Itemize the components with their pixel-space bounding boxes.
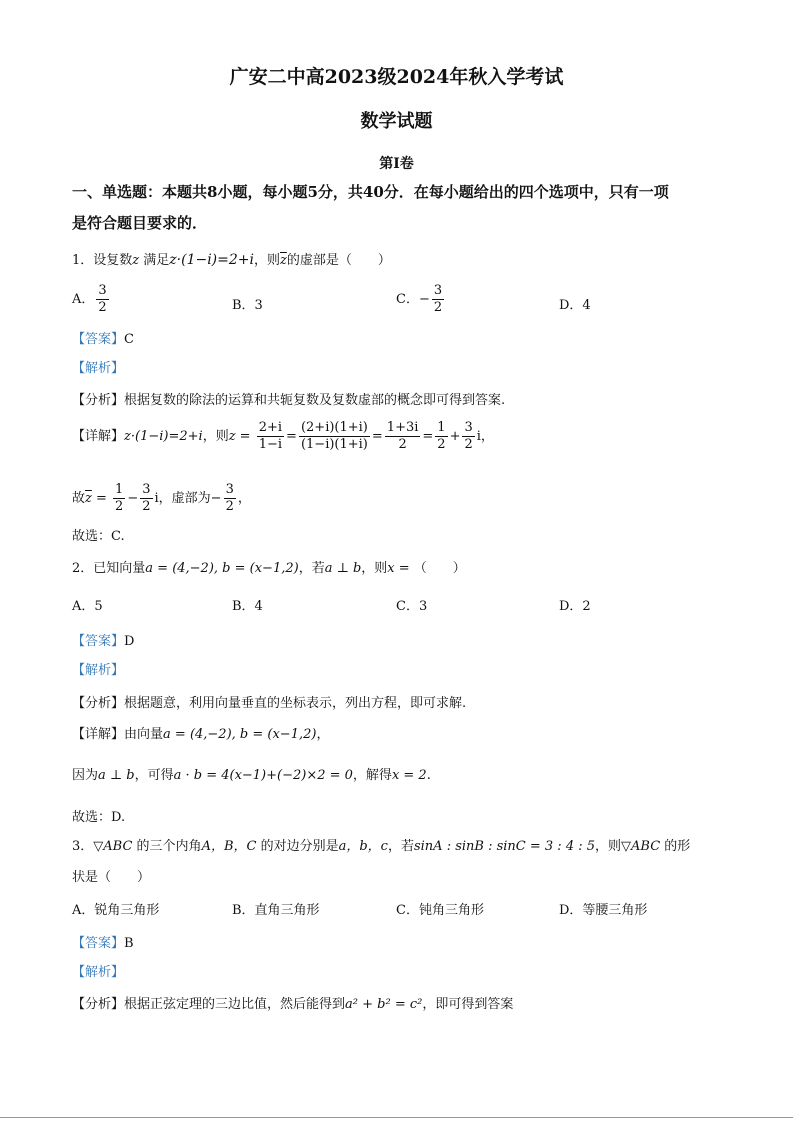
q1-stem-text-3: ，则 (254, 253, 281, 268)
q1-gu-text: 故 (72, 491, 86, 506)
q2-stem (72, 557, 466, 576)
q1-stem-text-4: 的虚部是（ ） (286, 253, 391, 268)
section-heading-line2: 是符合题目要求的． (72, 214, 208, 232)
fenxi-text-2: ，即可得到答案 (422, 997, 514, 1012)
q2-yinwei-text-2: ，可得 (134, 768, 174, 783)
frac-denominator: 2 (433, 300, 443, 315)
q1-gu-frac-1 (113, 482, 125, 515)
answer-value: C (124, 332, 134, 347)
q2-yinwei-text-3: ，解得 (352, 768, 392, 783)
q2-analysis-tag: 【解析】 (72, 663, 125, 678)
q1-frac-2 (299, 420, 370, 453)
q3-stem-text-4: ，若 (387, 839, 414, 854)
q1-frac-5 (462, 420, 474, 453)
q2-yinwei-eq: a · b = 4(x−1)+(−2)×2 = 0 (173, 768, 353, 783)
q1-gu-text-3: ， (237, 491, 251, 506)
q3-triangle-2: ▽ABC (621, 839, 661, 854)
q3-fenxi-eq: a² + b² = c² (345, 997, 423, 1012)
q3-sides: a，b，c (338, 839, 388, 854)
exam-title: 广安二中高2023级2024年秋入学考试 (229, 66, 564, 88)
q1-fenxi (72, 389, 505, 408)
q1-option-a-fraction (96, 283, 108, 316)
q1-xiangjie-tail: i， (476, 429, 494, 444)
fenxi-tag: 【分析】 (72, 997, 125, 1012)
answer-value: B (124, 936, 134, 951)
q2-stem-text-3: ，则 (361, 561, 388, 576)
frac-denominator: 2 (398, 437, 407, 452)
frac-numerator: 2+i (258, 420, 283, 435)
section-heading-line1: 一、单选题：本题共8小题，每小题5分，共40分．在每小题给出的四个选项中，只有一项 (72, 183, 669, 201)
q1-xiangjie: 【详解】z·(1−i)=2+i，则z = $\frac{2+i}{1-i}$ = $\frac{(2+i)(1+i)}{(1-i)(1+i)}$ = $\frac{1+3i}{2}$ = $\frac{1}{2}$ + $\frac{3}{2}$ i， (72, 420, 494, 452)
frac-numerator: 1+3i (386, 420, 419, 435)
frac-numerator: 1 (437, 420, 446, 435)
q1-option-d[interactable]: D．4 (559, 298, 591, 313)
q1-stem-text-2: 满足 (139, 253, 170, 268)
q1-frac-4 (435, 420, 447, 453)
q1-stem-text: 1．设复数 (72, 253, 133, 268)
q2-perp: a ⊥ b (324, 561, 362, 576)
q3-ratio: sinA : sinB : sinC = 3 : 4 : 5 (413, 839, 596, 854)
frac-denominator: 2 (225, 499, 234, 514)
q3-stem-text-5: ，则 (595, 839, 622, 854)
q1-var: z (132, 253, 140, 268)
q1-gu-minus: − (127, 491, 139, 506)
frac-numerator: 3 (433, 283, 443, 298)
q3-option-b[interactable]: B．直角三角形 (232, 903, 320, 918)
q1-choose: 故选：C. (72, 529, 125, 544)
fenxi-tag: 【分析】 (72, 393, 125, 408)
answer-tag: 【答案】 (72, 634, 125, 649)
q1-option-c[interactable] (396, 283, 446, 316)
volume-heading: 第Ⅰ卷 (379, 156, 414, 172)
frac-numerator: (2+i)(1+i) (300, 420, 368, 435)
q1-frac-3 (385, 420, 421, 453)
frac-numerator: 3 (225, 482, 234, 497)
q2-xiangjie (72, 723, 329, 742)
q1-stem (72, 249, 391, 268)
q2-choose: 故选：D. (72, 810, 126, 825)
fenxi-text: 根据题意，利用向量垂直的坐标表示，列出方程，即可求解. (124, 696, 467, 711)
q3-answer (72, 932, 134, 951)
q1-gu-frac-3 (224, 482, 236, 515)
frac-denominator: 1−i (258, 437, 283, 452)
answer-value: D (124, 634, 135, 649)
q2-answer (72, 630, 134, 649)
q2-option-d[interactable]: D．2 (559, 599, 591, 614)
q1-conjugate: $\overline{z}$ (280, 253, 287, 268)
q1-xiangjie-z: z = (228, 429, 251, 444)
frac-denominator: 2 (98, 300, 107, 315)
frac-denominator: 2 (464, 437, 473, 452)
q2-option-a[interactable]: A．5 (72, 599, 103, 614)
q1-xiangjie-eq: z·(1−i)=2+i (124, 429, 203, 444)
q3-stem-text-2: 的三个内角 (132, 839, 202, 854)
q1-option-a[interactable] (72, 283, 111, 316)
q1-option-b[interactable]: B．3 (232, 298, 263, 313)
answer-tag: 【答案】 (72, 936, 125, 951)
fenxi-tag: 【分析】 (72, 696, 125, 711)
xiangjie-tag: 【详解】 (72, 429, 125, 444)
q3-option-d[interactable]: D．等腰三角形 (559, 903, 648, 918)
q1-option-c-label: C．− (396, 292, 430, 307)
q3-stem-text: 3． (72, 839, 94, 854)
q2-stem-text-2: ，若 (298, 561, 325, 576)
fenxi-text: 根据正弦定理的三边比值，然后能得到 (124, 997, 346, 1012)
q3-stem-line2: 状是（ ） (72, 870, 151, 885)
q1-analysis-tag: 【解析】 (72, 361, 125, 376)
q2-x: x = (387, 561, 414, 576)
q3-angles: A，B，C (201, 839, 257, 854)
q2-xiangjie-text: 由向量 (124, 727, 164, 742)
exam-subtitle: 数学试题 (360, 111, 433, 132)
q2-xiangjie-text-2: ， (316, 727, 330, 742)
q2-stem-text: 2．已知向量 (72, 561, 146, 576)
q3-triangle: ▽ABC (93, 839, 133, 854)
q2-yinwei (72, 764, 431, 783)
frac-denominator: 2 (142, 499, 151, 514)
q3-option-c[interactable]: C．钝角三角形 (396, 903, 484, 918)
frac-denominator: 2 (437, 437, 446, 452)
q3-stem-text-6: 的形 (660, 839, 691, 854)
q3-fenxi (72, 993, 513, 1012)
q2-yinwei-text: 因为 (72, 768, 99, 783)
q1-gu-eq: = (91, 491, 112, 506)
q2-xiangjie-eq: a = (4,−2), b = (x−1,2) (163, 727, 317, 742)
q2-option-b[interactable]: B．4 (232, 599, 263, 614)
q2-yinwei-text-4: . (426, 768, 431, 783)
page-bottom-divider (0, 1117, 793, 1118)
q3-option-a[interactable]: A．锐角三角形 (72, 903, 160, 918)
q1-frac-1 (257, 420, 284, 453)
xiangjie-tag: 【详解】 (72, 727, 125, 742)
q2-option-c[interactable]: C．3 (396, 599, 428, 614)
q2-vectors: a = (4,−2), b = (x−1,2) (145, 561, 299, 576)
frac-numerator: 3 (98, 283, 107, 298)
frac-numerator: 3 (142, 482, 151, 497)
q2-yinwei-perp: a ⊥ b (98, 768, 135, 783)
q3-stem (72, 835, 690, 854)
frac-numerator: 3 (464, 420, 473, 435)
q1-gu-frac-2 (140, 482, 152, 515)
q2-fenxi (72, 692, 466, 711)
frac-denominator: 2 (115, 499, 124, 514)
frac-denominator: (1−i)(1+i) (300, 437, 368, 452)
q1-gu-text-2: i，虚部为− (154, 491, 222, 506)
q1-option-a-label: A． (72, 292, 95, 307)
q3-stem-text-3: 的对边分别是 (256, 839, 339, 854)
q1-gu-conj: $\overline{z}$ (85, 491, 92, 506)
answer-tag: 【答案】 (72, 332, 125, 347)
q1-gu (72, 482, 251, 515)
q1-xiangjie-mid: ，则 (202, 429, 229, 444)
q3-analysis-tag: 【解析】 (72, 965, 125, 980)
q1-option-c-fraction (432, 283, 444, 316)
frac-numerator: 1 (115, 482, 124, 497)
q2-yinwei-result: x = 2 (391, 768, 427, 783)
q1-answer (72, 328, 134, 347)
q2-stem-text-4: （ ） (413, 561, 466, 576)
fenxi-text: 根据复数的除法的运算和共轭复数及复数虚部的概念即可得到答案. (124, 393, 506, 408)
q1-equation: z·(1−i)=2+i (169, 252, 254, 268)
